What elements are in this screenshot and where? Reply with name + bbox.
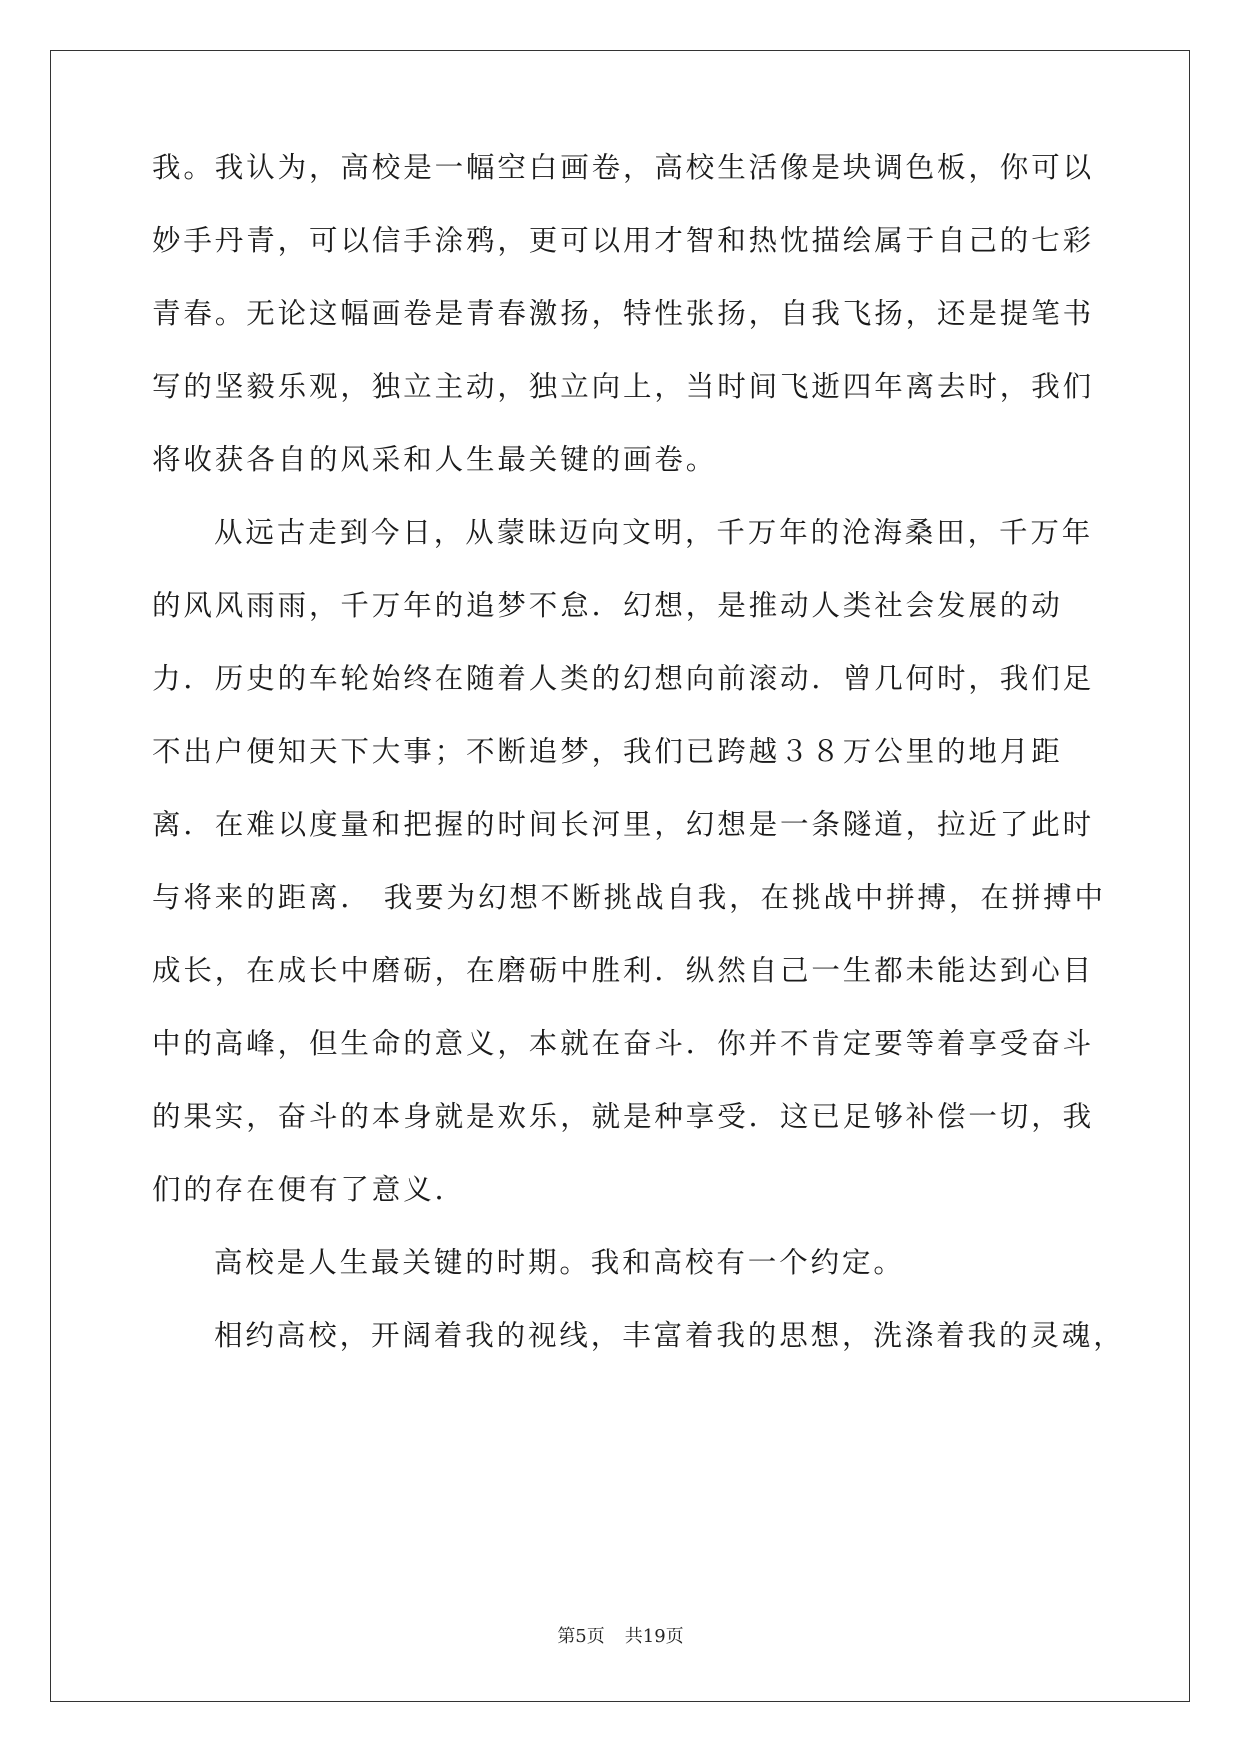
text-line: 写的坚毅乐观，独立主动，独立向上，当时间飞逝四年离去时，我们 bbox=[152, 370, 1095, 403]
text-line: 离．在难以度量和把握的时间长河里，幻想是一条隧道，拉近了此时 bbox=[152, 808, 1095, 841]
text-line: 的果实，奋斗的本身就是欢乐，就是种享受．这已足够补偿一切，我 bbox=[152, 1100, 1095, 1133]
text-line: 我。我认为，高校是一幅空白画卷，高校生活像是块调色板，你可以 bbox=[152, 151, 1095, 184]
text-line: 相约高校，开阔着我的视线，丰富着我的思想，洗涤着我的灵魂， bbox=[214, 1319, 1125, 1352]
text-line: 青春。无论这幅画卷是青春激扬，特性张扬，自我飞扬，还是提笔书 bbox=[152, 297, 1095, 330]
text-line: 中的高峰，但生命的意义，本就在奋斗．你并不肯定要等着享受奋斗 bbox=[152, 1027, 1095, 1060]
text-line: 不出户便知天下大事；不断追梦，我们已跨越３８万公里的地月距 bbox=[152, 735, 1063, 768]
text-line: 与将来的距离． 我要为幻想不断挑战自我，在挑战中拼搏，在拼搏中 bbox=[152, 881, 1106, 914]
text-line: 的风风雨雨，千万年的追梦不怠．幻想，是推动人类社会发展的动 bbox=[152, 589, 1063, 622]
text-line: 们的存在便有了意义． bbox=[152, 1173, 467, 1206]
page-footer bbox=[0, 1625, 1241, 1649]
page-total: 共19页 bbox=[624, 1626, 684, 1647]
text-line: 力．历史的车轮始终在随着人类的幻想向前滚动．曾几何时，我们足 bbox=[152, 662, 1095, 695]
text-line: 将收获各自的风采和人生最关键的画卷。 bbox=[152, 443, 718, 476]
page-number: 第5页 bbox=[557, 1626, 605, 1647]
text-line: 从远古走到今日，从蒙昧迈向文明，千万年的沧海桑田，千万年 bbox=[214, 516, 1094, 549]
text-line: 高校是人生最关键的时期。我和高校有一个约定。 bbox=[214, 1246, 905, 1279]
text-line: 成长，在成长中磨砺，在磨砺中胜利．纵然自己一生都未能达到心目 bbox=[152, 954, 1095, 987]
text-line: 妙手丹青，可以信手涂鸦，更可以用才智和热忱描绘属于自己的七彩 bbox=[152, 224, 1095, 257]
